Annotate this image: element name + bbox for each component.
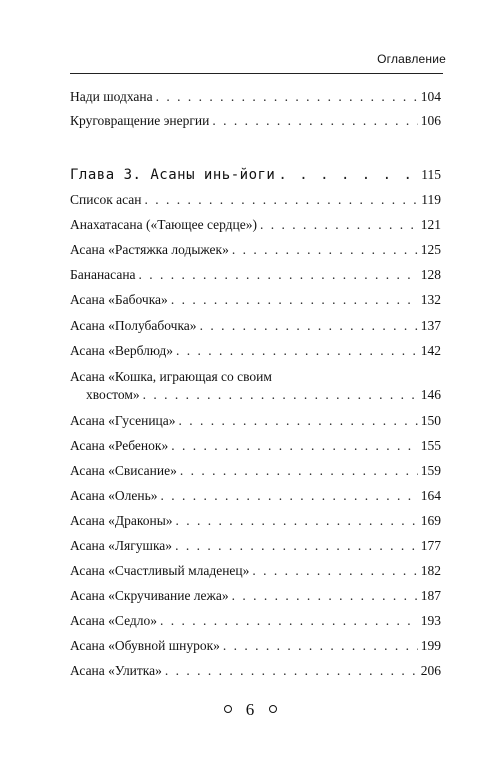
toc-entry-title: Асана «Счастливый младенец» — [70, 563, 250, 578]
dot-leader — [179, 412, 418, 430]
toc-entry-page: 106 — [420, 113, 441, 128]
folio-ornament-right-icon — [269, 705, 277, 713]
dot-leader — [176, 512, 418, 530]
toc-entry-page: 150 — [420, 413, 441, 428]
toc-entry-title: Круговращение энергии — [70, 113, 210, 128]
dot-leader — [180, 462, 418, 480]
toc-entry — [70, 241, 441, 259]
toc-entry-page: 169 — [420, 513, 441, 528]
toc-entry-page: 121 — [420, 217, 441, 232]
toc-entry-page: 193 — [420, 613, 441, 628]
toc-entry-title: Асана «Драконы» — [70, 513, 173, 528]
toc-entry-title: Нади шодхана — [70, 89, 153, 104]
toc-entry-title: Асана «Обувной шнурок» — [70, 638, 220, 653]
toc-entry — [70, 562, 441, 580]
dot-leader — [175, 537, 418, 555]
dot-leader — [139, 266, 418, 284]
toc-entry-page: 206 — [420, 663, 441, 678]
toc-entry — [70, 317, 441, 335]
toc-entry-title: Глава 3. Асаны инь-йоги — [70, 167, 276, 183]
toc-entry-title: Асана «Бабочка» — [70, 292, 168, 307]
page-folio — [0, 700, 500, 720]
toc-entry-page: 146 — [420, 387, 441, 402]
toc-entry-page: 164 — [420, 488, 441, 503]
toc-entry-title: Асана «Скручивание лежа» — [70, 588, 229, 603]
toc-entry — [70, 291, 441, 309]
toc-entry-title: хвостом» — [86, 387, 140, 402]
running-head: Оглавление — [377, 52, 446, 66]
dot-leader — [232, 241, 418, 259]
dot-leader — [200, 317, 418, 335]
dot-leader — [223, 637, 418, 655]
toc-entry-page: 104 — [420, 89, 441, 104]
toc-entry-page: 137 — [420, 318, 441, 333]
toc-entry-title: Анахатасана («Тающее сердце») — [70, 217, 258, 232]
dot-leader — [145, 191, 419, 209]
toc-entry-page: 187 — [420, 588, 441, 603]
toc-entry-page: 182 — [420, 563, 441, 578]
toc-entry — [70, 368, 441, 404]
toc-entry-page: 155 — [420, 438, 441, 453]
toc-entry — [70, 637, 441, 655]
header-rule — [70, 73, 443, 74]
toc-entry — [70, 112, 441, 130]
toc-entry — [70, 216, 441, 234]
toc-entry — [70, 412, 441, 430]
toc-entry-page: 132 — [420, 292, 441, 307]
dot-leader — [165, 662, 418, 680]
page-number: 6 — [245, 700, 255, 719]
toc-entry-title: Асана «Полубабочка» — [70, 318, 197, 333]
toc-entry-title: Асана «Ребенок» — [70, 438, 169, 453]
dot-leader — [156, 88, 418, 106]
toc-entry — [70, 266, 441, 284]
toc-entry — [70, 662, 441, 680]
toc-entry-page: 142 — [420, 343, 441, 358]
dot-leader — [260, 216, 418, 234]
toc-entry-title: Асана «Седло» — [70, 613, 157, 628]
toc-entry-page: 119 — [421, 192, 441, 207]
toc-entry — [70, 487, 441, 505]
toc-entry — [70, 88, 441, 106]
folio-ornament-left-icon — [224, 705, 232, 713]
toc-entry — [70, 462, 441, 480]
toc-entry-page: 128 — [420, 267, 441, 282]
dot-leader — [232, 587, 418, 605]
toc-entry — [70, 342, 441, 360]
dot-leader — [171, 291, 418, 309]
toc-chapter-entry — [70, 166, 441, 184]
toc-entry-page: 159 — [420, 463, 441, 478]
toc-entry-page: 125 — [420, 242, 441, 257]
toc-entry-page: 177 — [420, 538, 441, 553]
dot-leader — [171, 437, 418, 455]
toc-entry-title: Асана «Олень» — [70, 488, 158, 503]
toc-entry-title: Бананасана — [70, 267, 136, 282]
dot-leader — [160, 612, 418, 630]
dot-leader — [176, 342, 418, 360]
dot-leader — [278, 166, 418, 184]
toc-entry-page: 115 — [421, 167, 441, 182]
dot-leader — [252, 562, 417, 580]
dot-leader — [143, 386, 418, 404]
toc-entry-title-line1: Асана «Кошка, играющая со своим — [70, 369, 272, 384]
toc-entry — [70, 612, 441, 630]
toc-entry-title: Список асан — [70, 192, 142, 207]
toc-entry — [70, 512, 441, 530]
toc-entry-title: Асана «Свисание» — [70, 463, 177, 478]
toc-entry — [70, 537, 441, 555]
toc-entry — [70, 191, 441, 209]
toc-entry-title: Асана «Гусеница» — [70, 413, 176, 428]
toc-entry-title: Асана «Лягушка» — [70, 538, 173, 553]
dot-leader — [161, 487, 418, 505]
toc-entry-title: Асана «Верблюд» — [70, 343, 173, 358]
toc-entry-page: 199 — [420, 638, 441, 653]
toc-entry-title: Асана «Растяжка лодыжек» — [70, 242, 229, 257]
toc-entry — [70, 437, 441, 455]
toc-entry — [70, 587, 441, 605]
dot-leader — [212, 112, 417, 130]
toc-entry-title: Асана «Улитка» — [70, 663, 162, 678]
